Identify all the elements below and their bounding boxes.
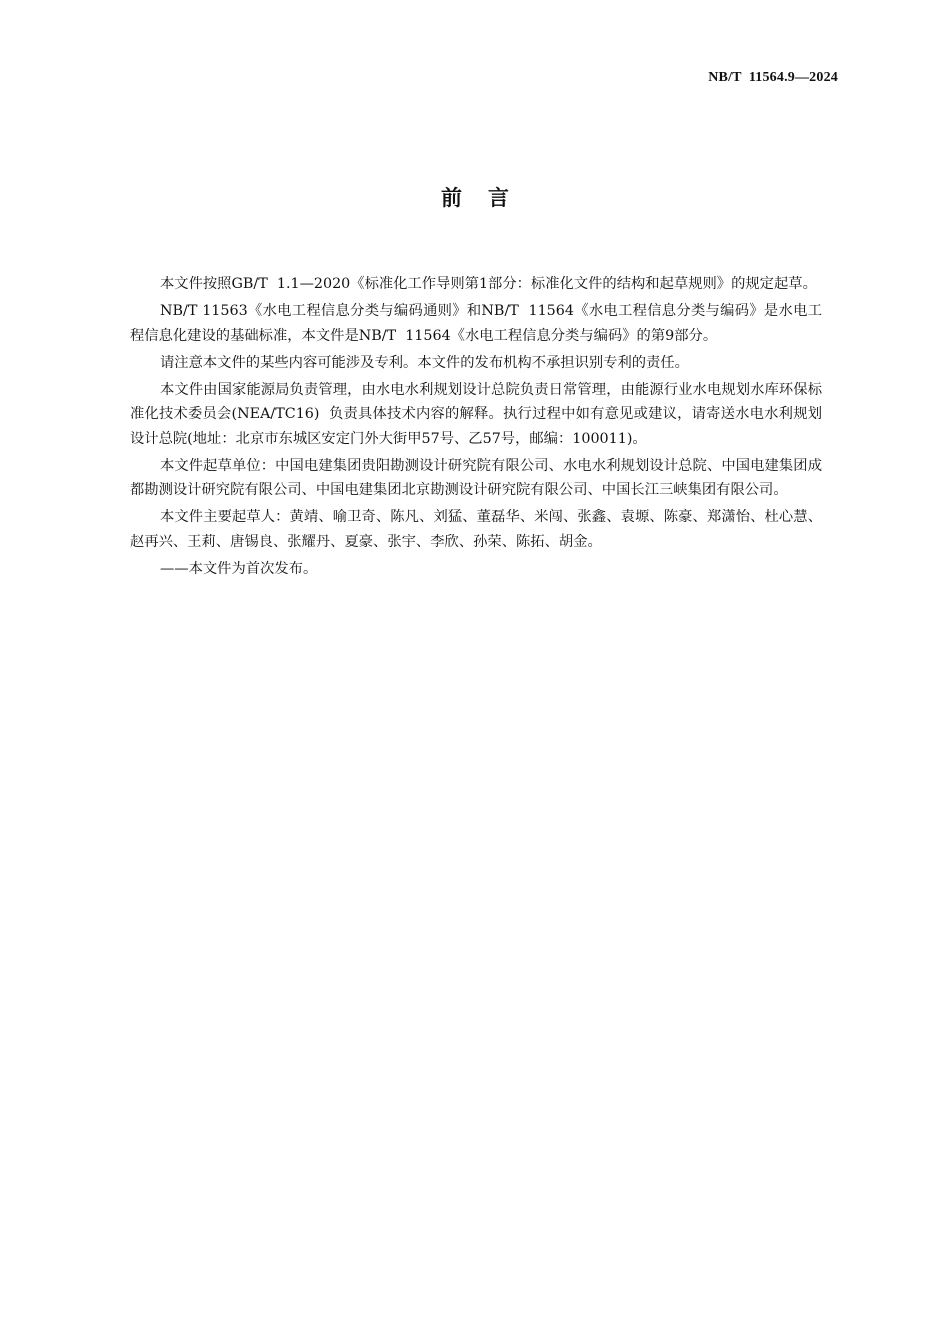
paragraph-drafting-units: 本文件起草单位：中国电建集团贵阳勘测设计研究院有限公司、水电水利规划设计总院、中国电建集团成都勘测设计研究院有限公司、中国电建集团北京勘测设计研究院有限公司、中国长江三峡集团有限公司。 — [130, 457, 822, 498]
paragraph-drafters: 本文件主要起草人：黄靖、喻卫奇、陈凡、刘猛、董磊华、米闯、张鑫、袁塬、陈豪、郑潇怡、杜心慧、赵再兴、王莉、唐锡良、张耀丹、夏豪、张宇、李欣、孙荣、陈拓、胡金。 — [130, 509, 822, 550]
page-title: 前言 — [441, 186, 535, 210]
paragraph-series-relationship: NB/T 11563《水电工程信息分类与编码通则》和NB/T 11564《水电工程信息分类与编码》是水电工程信息化建设的基础标准，本文件是NB/T 11564《水电工程信息分类与编码》的第9部分。 — [130, 303, 822, 344]
paragraph-management: 本文件由国家能源局负责管理，由水电水利规划设计总院负责日常管理，由能源行业水电规划水库环保标准化技术委员会(NEA/TC16) 负责具体技术内容的解释。执行过程中如有意见或建议，请寄送水电水利规划设计总院(地址：北京市东城区安定门外大街甲57号、乙57号，邮编：100011)。 — [130, 381, 822, 447]
paragraph-patent-notice: 请注意本文件的某些内容可能涉及专利。本文件的发布机构不承担识别专利的责任。 — [160, 354, 689, 371]
paragraph-first-release: ——本文件为首次发布。 — [160, 560, 318, 577]
foreword-body — [130, 272, 822, 584]
paragraph-drafting-rules: 本文件按照GB/T 1.1—2020《标准化工作导则第1部分：标准化文件的结构和起草规则》的规定起草。 — [160, 276, 817, 292]
standard-number-header: NB/T 11564.9—2024 — [708, 70, 838, 85]
